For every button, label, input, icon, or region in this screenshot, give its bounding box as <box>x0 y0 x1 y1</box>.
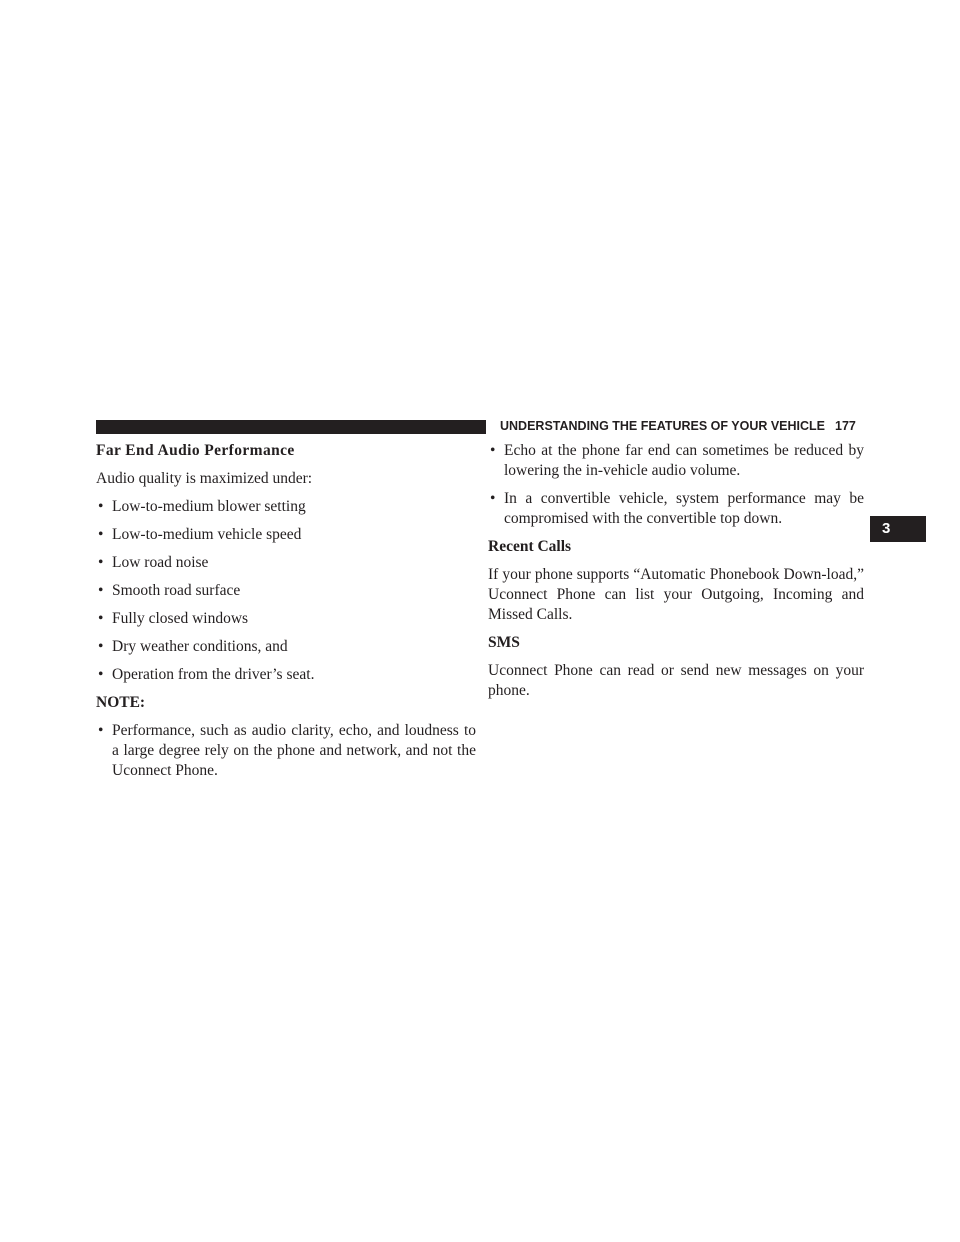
sms-text: Uconnect Phone can read or send new messages on your phone. <box>488 662 864 699</box>
bullet-icon: • <box>98 582 104 599</box>
list-item: • Echo at the phone far end can sometimes be reduced by lowering the in-vehicle audio volume. <box>490 442 864 479</box>
list-item: • Low-to-medium vehicle speed <box>98 526 302 543</box>
bullet-icon: • <box>490 442 496 459</box>
bullet-icon: • <box>98 638 104 655</box>
bullet-icon: • <box>98 554 104 571</box>
running-header <box>500 418 856 434</box>
note-label: NOTE: <box>96 694 146 711</box>
far-end-audio-heading: Far End Audio Performance <box>96 442 295 459</box>
list-item: • Low road noise <box>98 554 209 571</box>
list-item: • Low-to-medium blower setting <box>98 498 306 515</box>
list-item: • Performance, such as audio clarity, echo, and loudness to a large degree rely on the phone and network, and not the Uconnect Phone. <box>98 722 476 779</box>
note-list <box>96 721 476 781</box>
section-tab <box>870 516 926 542</box>
section-number: 3 <box>882 520 891 537</box>
list-item: • Fully closed windows <box>98 610 249 627</box>
bullet-icon: • <box>98 526 104 543</box>
bullet-icon: • <box>98 610 104 627</box>
audio-quality-intro: Audio quality is maximized under: <box>96 470 313 487</box>
chapter-title: UNDERSTANDING THE FEATURES OF YOUR VEHICLE <box>500 419 826 433</box>
header-rule <box>96 420 486 434</box>
bullet-icon: • <box>490 490 496 507</box>
page-number: 177 <box>835 419 856 433</box>
list-item: • In a convertible vehicle, system performance may be compromised with the convertible top down. <box>490 490 864 527</box>
list-item: • Smooth road surface <box>98 582 241 599</box>
recent-calls-heading: Recent Calls <box>488 538 572 555</box>
right-column <box>488 441 864 709</box>
list-item: • Operation from the driver’s seat. <box>98 666 315 683</box>
recent-calls-text: If your phone supports “Automatic Phonebook Down-load,” Uconnect Phone can list your Outgoing, Incoming and Missed Calls. <box>488 566 864 623</box>
note-list-continued <box>488 441 864 529</box>
left-column <box>96 441 476 789</box>
bullet-icon: • <box>98 722 104 739</box>
sms-heading: SMS <box>488 634 520 651</box>
list-item: • Dry weather conditions, and <box>98 638 288 655</box>
bullet-icon: • <box>98 498 104 515</box>
bullet-icon: • <box>98 666 104 683</box>
conditions-list <box>96 497 476 685</box>
